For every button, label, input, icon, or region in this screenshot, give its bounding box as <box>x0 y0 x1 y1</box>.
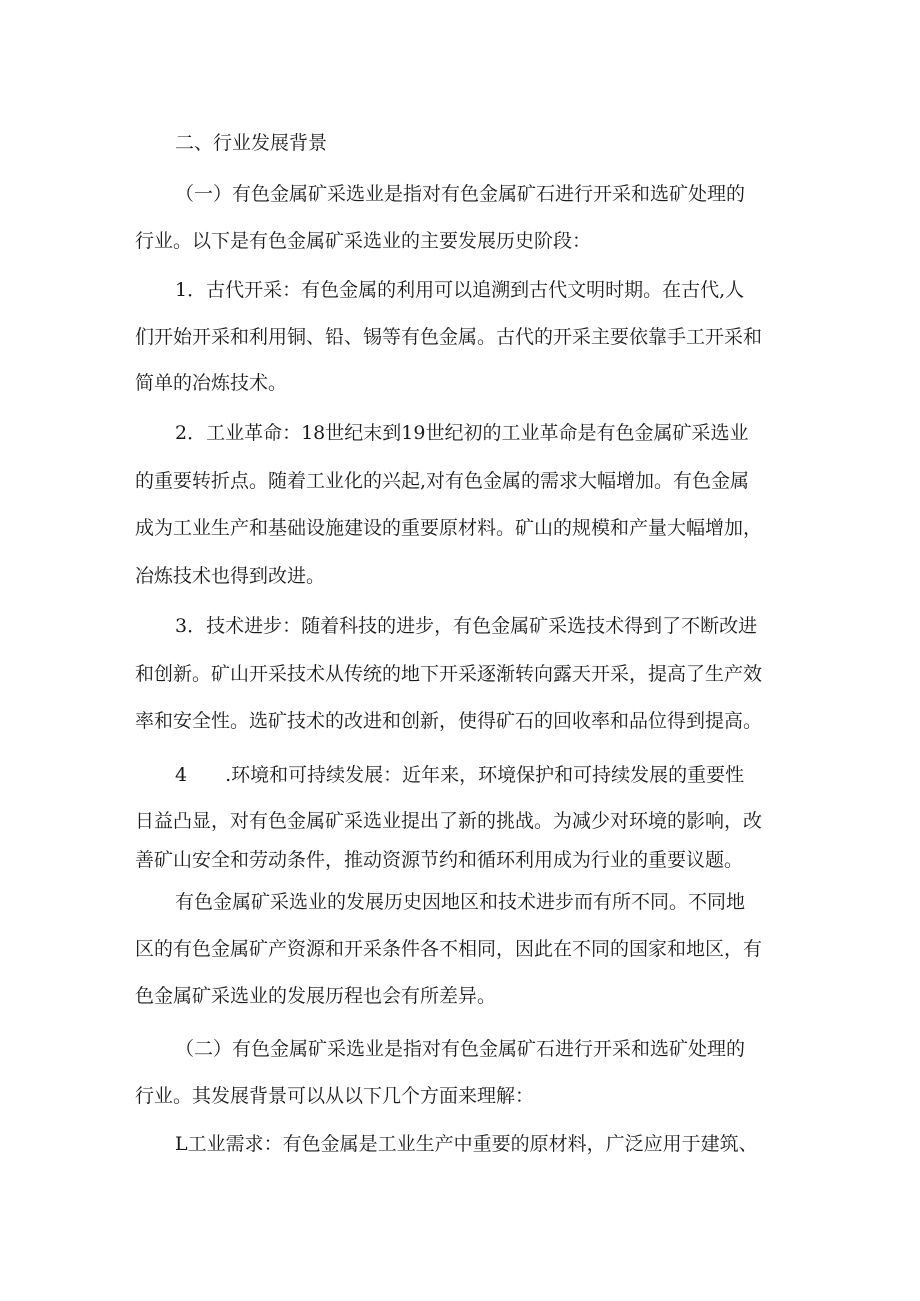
paragraph-line: 冶炼技术也得到改进。 <box>135 565 326 587</box>
paragraph-line: 色金属矿采选业的发展历程也会有所差异。 <box>135 985 497 1007</box>
paragraph-line: 简单的冶炼技术。 <box>135 372 288 394</box>
paragraph-line: 4 .环境和可持续发展：近年来，环境保护和可持续发展的重要性 <box>175 764 745 786</box>
paragraph-line: 行业。其发展背景可以从以下几个方面来理解： <box>135 1085 535 1107</box>
paragraph-line: 日益凸显，对有色金属矿采选业提出了新的挑战。为减少对环境的影响，改 <box>135 810 763 832</box>
paragraph-line: 们开始开采和利用铜、铅、锡等有色金属。古代的开采主要依靠手工开采和 <box>135 326 763 348</box>
paragraph-line: 2．工业革命：18世纪末到19世纪初的工业革命是有色金属矿采选业 <box>175 422 749 444</box>
section-heading: 二、行业发展背景 <box>175 132 328 154</box>
paragraph-line: 有色金属矿采选业的发展历史因地区和技术进步而有所不同。不同地 <box>175 891 746 913</box>
paragraph-line: 善矿山安全和劳动条件，推动资源节约和循环利用成为行业的重要议题。 <box>135 849 744 871</box>
paragraph-line: 率和安全性。选矿技术的改进和创新，使得矿石的回收率和品位得到提高。 <box>135 710 763 732</box>
paragraph-line: （一）有色金属矿采选业是指对有色金属矿石进行开采和选矿处理的 <box>175 183 746 205</box>
paragraph-line: 的重要转折点。随着工业化的兴起,对有色金属的需求大幅增加。有色金属 <box>135 470 750 492</box>
paragraph-line: （二）有色金属矿采选业是指对有色金属矿石进行开采和选矿处理的 <box>175 1038 746 1060</box>
paragraph-line: 行业。以下是有色金属矿采选业的主要发展历史阶段： <box>135 230 592 252</box>
paragraph-line: 和创新。矿山开采技术从传统的地下开采逐渐转向露天开采，提高了生产效 <box>135 663 763 685</box>
paragraph-line: L工业需求：有色金属是工业生产中重要的原材料，广泛应用于建筑、 <box>175 1133 758 1155</box>
paragraph-line: 3．技术进步：随着科技的进步，有色金属矿采选技术得到了不断改进 <box>175 615 758 637</box>
paragraph-line: 区的有色金属矿产资源和开采条件各不相同，因此在不同的国家和地区，有 <box>135 938 763 960</box>
paragraph-line: 1．古代开采：有色金属的利用可以追溯到古代文明时期。在古代,人 <box>175 279 745 301</box>
paragraph-line: 成为工业生产和基础设施建设的重要原材料。矿山的规模和产量大幅增加， <box>135 517 763 539</box>
